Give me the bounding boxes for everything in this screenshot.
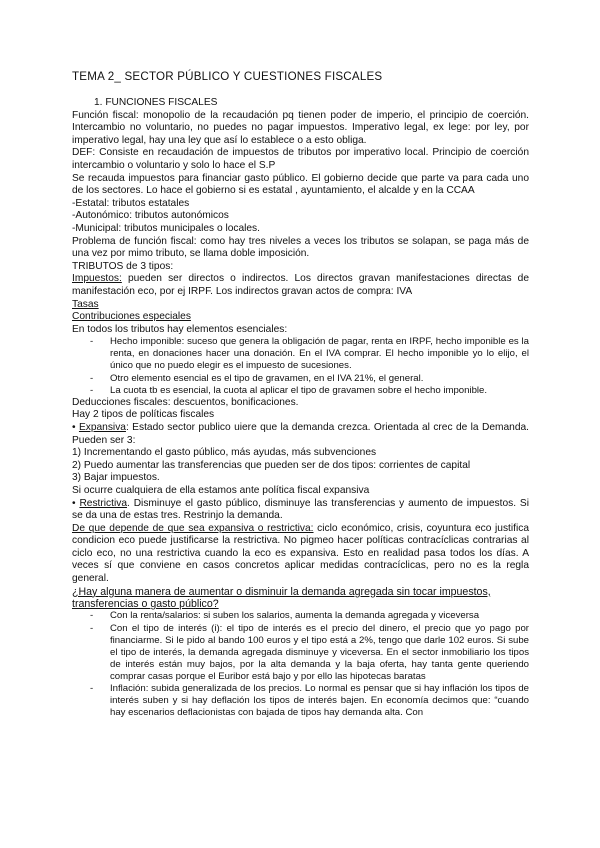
paragraph: Si ocurre cualquiera de ella estamos ante política fiscal expansiva	[72, 484, 370, 496]
paragraph: DEF: Consiste en recaudación de impuestos de tributos por imperativo local. Principio de coerción intercambio o voluntario y solo lo hace el S.P	[72, 147, 529, 171]
paragraph: 2) Puedo aumentar las transferencias que pueden ser de dos tipos: corrientes de capital	[72, 459, 471, 471]
list-item: - Con el tipo de interés (i): el tipo de interés es el precio del dinero, el precio que yo pago por financiarme. Si le pido al bando 100 euros y el tipo está a 2%, tengo que darle 102 euros. Si sube el tipo de interés, la demanda agregada disminuye y viceversa. En el sector inmobiliario los tipos de interés están muy bajos, por la alta demanda y la baja oferta, hay tanta gente queriendo comprar casas porque el Euribor está bajo y por ello las hipotecas baratas	[72, 623, 529, 683]
document-page	[72, 70, 529, 719]
paragraph: -Estatal: tributos estatales	[72, 197, 190, 209]
underlined-term: Restrictiva	[79, 497, 127, 509]
paragraph-text: ciclo económico, crisis, coyuntura eco justifica condicion eco puede justificarse la restrictiva. No pigmeo hacer políticas contracíclicas contrarias al ciclo eco, no una restrictiva cuando la eco es expansiva. Esto en realidad pasa todos los días. A veces sí que conviene en casos concretos aplicar medidas contracíclicas, pero no es la regla general.	[72, 522, 529, 585]
underlined-term: Impuestos:	[72, 273, 122, 285]
underlined-heading: Tasas	[72, 298, 99, 310]
paragraph: Función fiscal: monopolio de la recaudación pq tienen poder de imperio, el principio de coerción. Intercambio no voluntario, no puedes no pagar impuestos. Imperativo legal, ex lege: por ley, por imperativo legal, hay una ley que así lo establece o a esto obliga.	[72, 109, 529, 146]
paragraph	[72, 273, 529, 298]
paragraph: Hay 2 tipos de políticas fiscales	[72, 409, 215, 421]
paragraph: -Autonómico: tributos autonómicos	[72, 210, 229, 222]
paragraph: En todos los tributos hay elementos esenciales:	[72, 323, 288, 335]
paragraph: 3) Bajar impuestos.	[72, 472, 160, 484]
underlined-term: Expansiva	[78, 421, 126, 433]
dash-list	[72, 336, 529, 396]
paragraph: Deducciones fiscales: descuentos, bonificaciones.	[72, 396, 299, 408]
list-item: - Otro elemento esencial es el tipo de gravamen, en el IVA 21%, el general.	[72, 373, 529, 385]
paragraph-text: . Disminuye el gasto público, disminuye las transferencias y aumento de impuestos. Si se da una de estas tres. Restrinjo la demanda.	[72, 497, 529, 522]
paragraph: TRIBUTOS de 3 tipos:	[72, 260, 174, 272]
paragraph: Problema de función fiscal: como hay tres niveles a veces los tributos se solapan, se paga más de una vez por mimo tributo, se llama doble imposición.	[72, 235, 529, 260]
underlined-term: De que depende de que sea expansiva o restrictiva:	[72, 522, 314, 534]
paragraph	[72, 422, 529, 447]
paragraph	[72, 498, 529, 523]
bullet: •	[72, 421, 79, 433]
list-item: - Con la renta/salarios: si suben los salarios, aumenta la demanda agregada y viceversa	[72, 610, 529, 622]
paragraph: Se recauda impuestos para financiar gasto público. El gobierno decide que parte va para cada uno de los sectores. Lo hace el gobierno si es estatal , ayuntamiento, el alcalde y en la CCAA	[72, 172, 529, 197]
section-heading: 1. FUNCIONES FISCALES	[94, 97, 218, 108]
list-item: - Inflación: subida generalizada de los precios. Lo normal es pensar que si hay inflación los tipos de interés suben y si hay deflación los tipos de interés bajen. En economía decimos que: “cuando hay escenarios deflacionistas con bajada de tipos hay demanda alta. Con	[72, 683, 529, 719]
underlined-heading: Contribuciones especiales	[72, 311, 191, 323]
dash-list	[72, 610, 529, 719]
list-item: - Hecho imponible: suceso que genera la obligación de pagar, renta en IRPF, hecho imponible es la renta, en donaciones hacer una donación. En el IVA comprar. El hecho imponible yo lo elijo, el único que no puedo elegir es el impuesto de sucesiones.	[72, 336, 529, 372]
question-heading: ¿Hay alguna manera de aumentar o disminuir la demanda agregada sin tocar impuestos, transferencias o gasto público?	[72, 585, 491, 611]
paragraph-text: : Estado sector publico uiere que la demanda crezca. Orientada al crec de la Demanda. Pueden ser 3:	[72, 421, 529, 446]
paragraph: -Municipal: tributos municipales o locales.	[72, 222, 260, 234]
bullet: •	[72, 497, 80, 509]
paragraph-text: pueden ser directos o indirectos. Los directos gravan manifestaciones directas de manifestación eco, por ej IRPF. Los indirectos gravan actos de compra: IVA	[72, 273, 529, 297]
paragraph	[72, 523, 529, 586]
list-item: - La cuota tb es esencial, la cuota al aplicar el tipo de gravamen sobre el hecho imponible.	[72, 385, 529, 397]
document-title: TEMA 2_ SECTOR PÚBLICO Y CUESTIONES FISCALES	[72, 70, 383, 83]
paragraph: 1) Incrementando el gasto público, más ayudas, más subvenciones	[72, 447, 377, 459]
